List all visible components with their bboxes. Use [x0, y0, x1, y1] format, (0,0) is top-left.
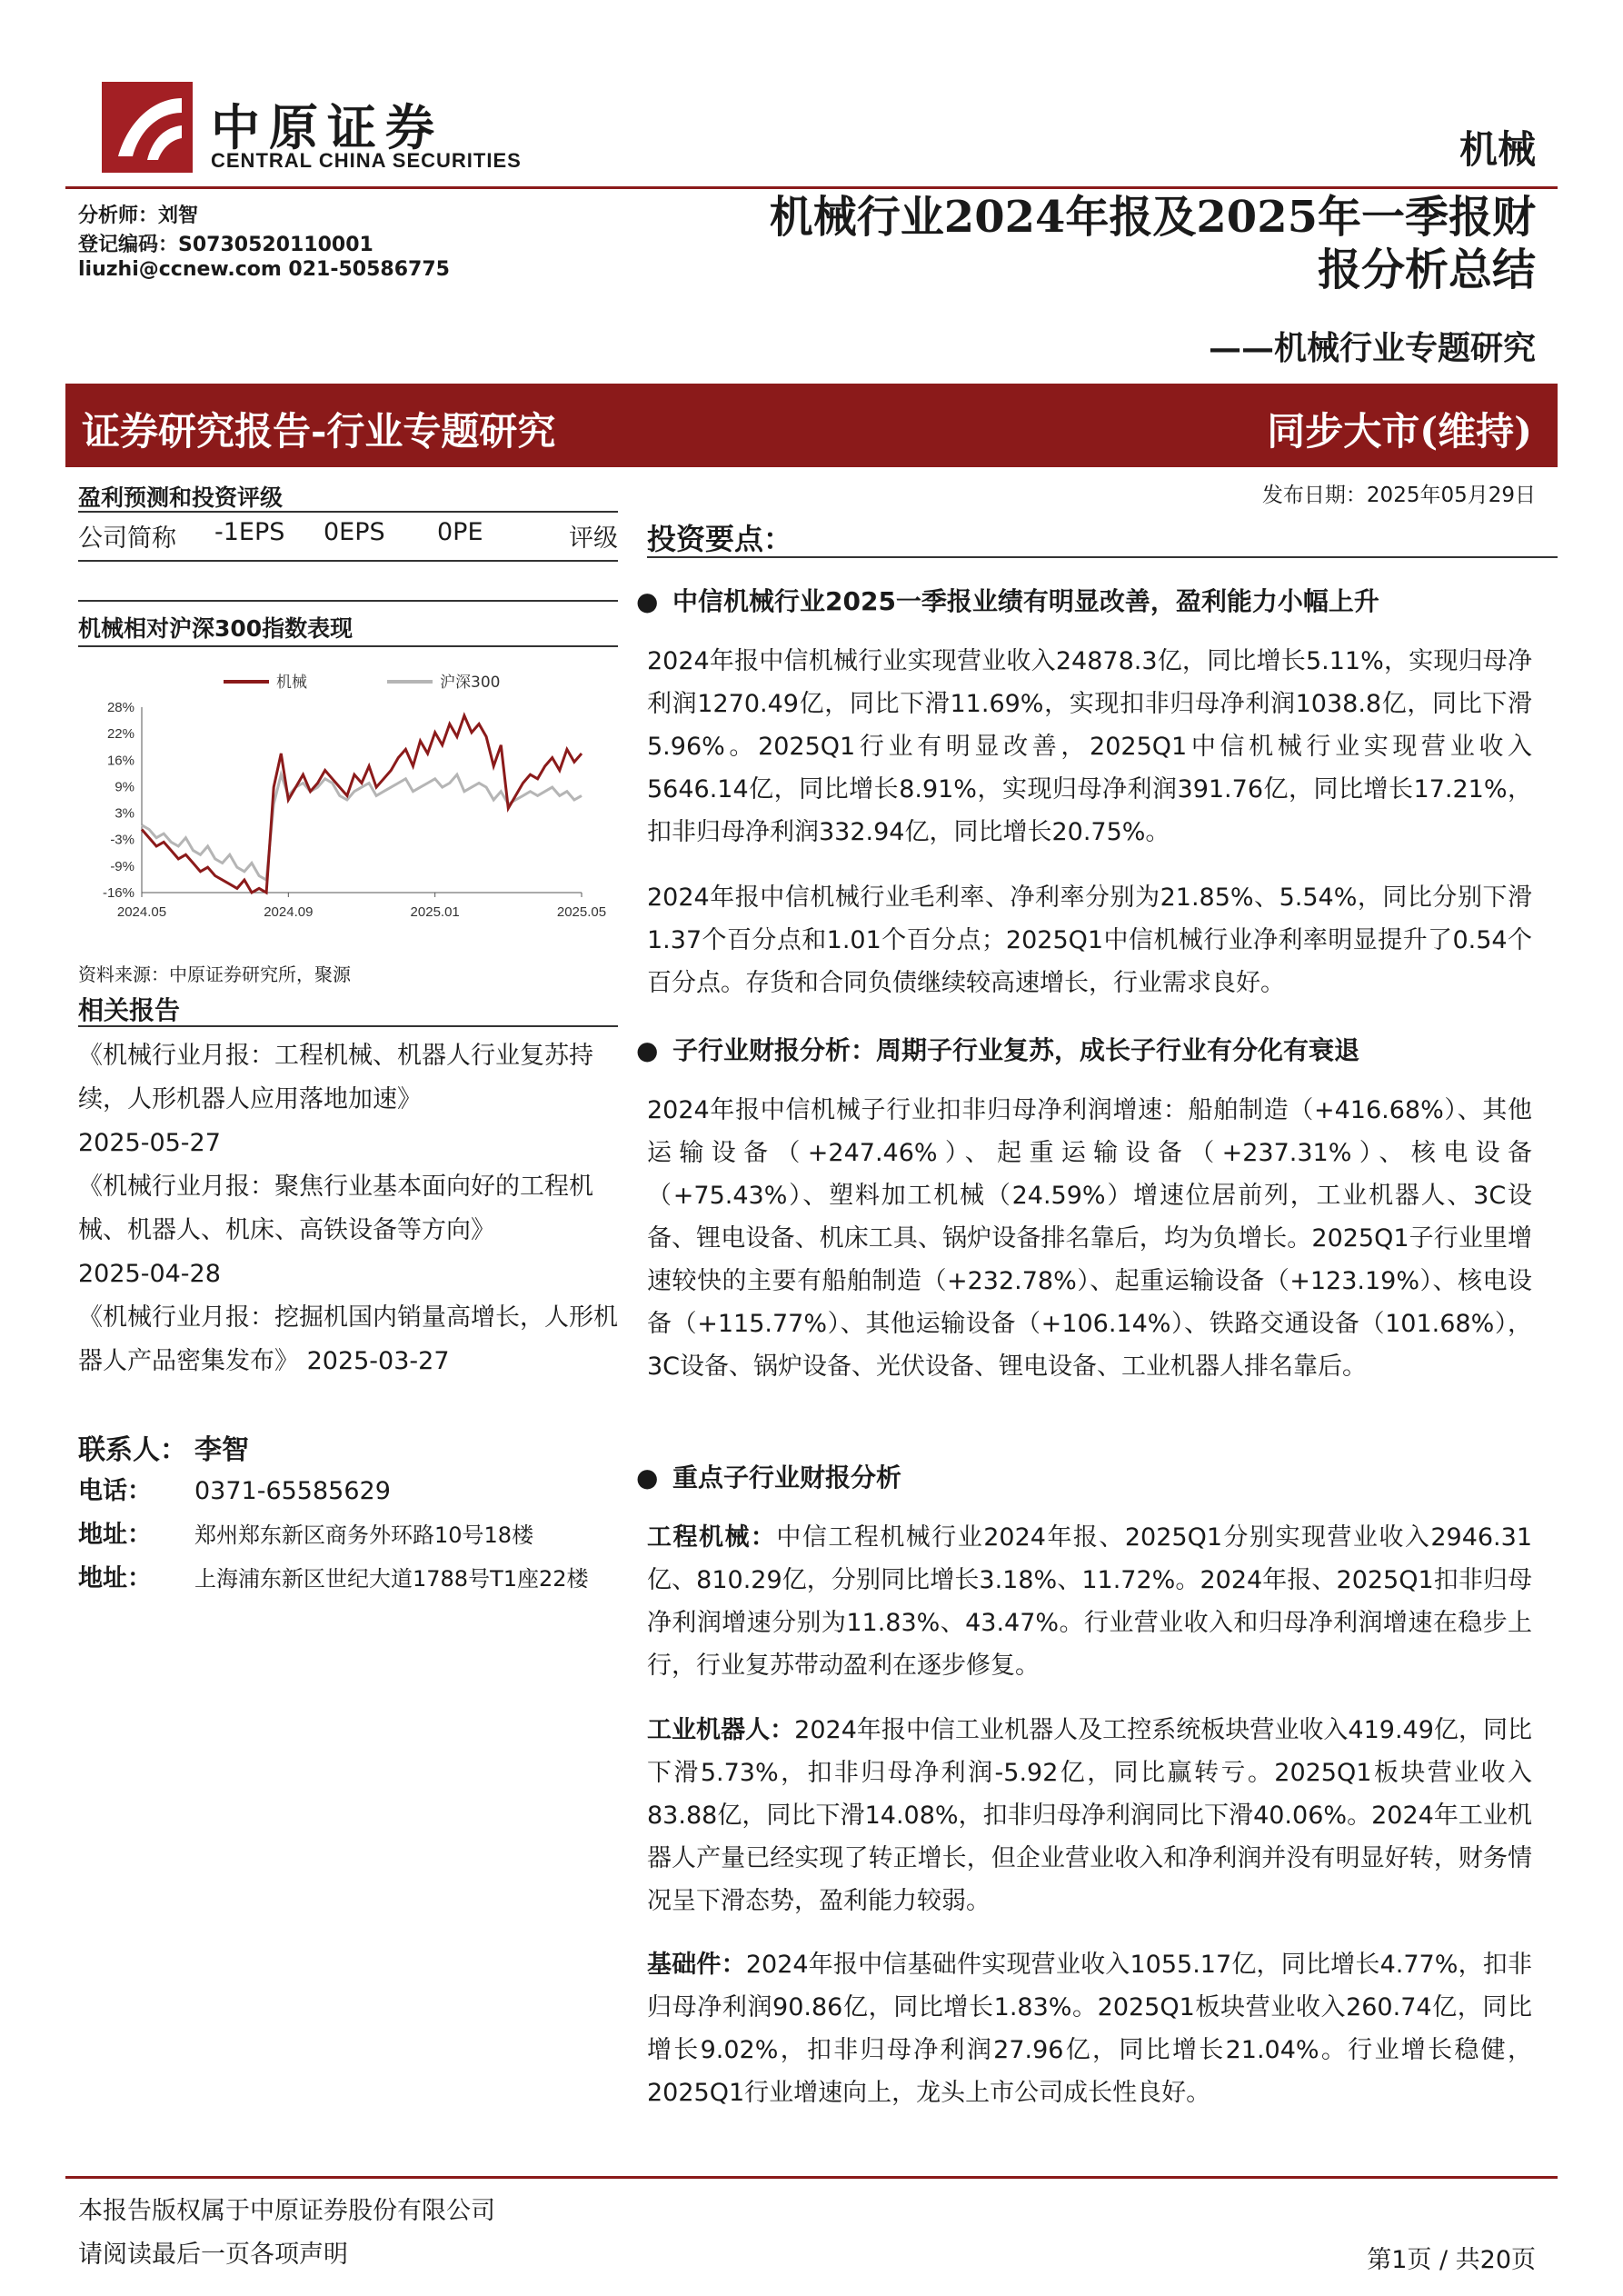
paragraph-body: 2024年报中信工业机器人及工控系统板块营业收入419.49亿，同比下滑5.73%，扣非归母净利润-5.92亿，同比赢转亏。2025Q1板块营业收入83.88亿，同比下滑14.08%，扣非归母净利润同比下滑40.06%。2024年工业机器人产量已经实现了转正增长，但企业营业收入和净利润并没有明显好转，财务情况呈下滑态势，盈利能力较弱。 [647, 1716, 1533, 1915]
series-line-machinery [142, 715, 582, 893]
x-tick-label: 2024.09 [264, 904, 314, 920]
paragraph-body: 2024年报中信基础件实现营业收入1055.17亿，同比增长4.77%，扣非归母净利润90.86亿，同比增长1.83%。2025Q1板块营业收入260.74亿，同比增长9.02%，扣非归母净利润27.96亿，同比增长21.04%。行业增长稳健，2025Q1行业增速向上，龙头上市公司成长性良好。 [647, 1951, 1533, 2107]
chart-title-divider [78, 645, 618, 647]
related-report-title: 《机械行业月报：挖掘机国内销量高增长，人形机器人产品密集发布》 [78, 1303, 618, 1375]
y-tick-label: -9% [110, 858, 134, 874]
address-2: 上海浦东新区世纪大道1788号T1座22楼 [194, 1566, 589, 1592]
related-report-title: 《机械行业月报：工程机械、机器人行业复苏持续，人形机器人应用落地加速》 [78, 1042, 593, 1113]
phone-row [78, 1471, 391, 1506]
section-heading-1 [636, 582, 1379, 618]
section-title: 子行业财报分析：周期子行业复苏，成长子行业有分化有衰退 [672, 1035, 1360, 1065]
paragraph-2: 2024年报中信机械行业毛利率、净利率分别为21.85%、5.54%，同比分别下滑1.37个百分点和1.01个百分点；2025Q1中信机械行业净利率明显提升了0.54个百分点。存货和合同负债继续较高速增长，行业需求良好。 [647, 883, 1532, 997]
bullet-icon: ● [636, 1462, 659, 1492]
paragraph-body: 中信工程机械行业2024年报、2025Q1分别实现营业收入2946.31亿、810.29亿，分别同比增长3.18%、11.72%。2024年报、2025Q1扣非归母净利润增速分别为11.83%、43.47%。行业营业收入和归母净利润增速在稳步上行，行业复苏带动盈利在逐步修复。 [647, 1523, 1532, 1680]
paragraph-label: 工业机器人： [647, 1716, 795, 1744]
related-report-date: 2025-03-27 [306, 1347, 450, 1375]
analyst-contact: liuzhi@ccnew.com 021-50586775 [78, 258, 450, 281]
logo-text-cn: 中原证券 [211, 98, 443, 156]
forecast-table-bottom [78, 600, 618, 602]
report-type-banner [65, 384, 1558, 467]
related-report-date: 2025-05-27 [78, 1129, 221, 1157]
rating: 同步大市(维持) [1267, 409, 1532, 454]
address-label: 地址： [78, 1521, 152, 1549]
report-title-line2: 报分析总结 [1317, 245, 1536, 295]
report-title [627, 191, 1536, 296]
y-tick-label: -16% [102, 885, 134, 901]
related-reports-title: 相关报告 [78, 995, 181, 1025]
contact-person-row [78, 1427, 249, 1467]
forecast-divider [78, 511, 618, 513]
copyright-notice: 本报告版权属于中原证券股份有限公司 [78, 2197, 495, 2225]
paragraph-label: 基础件： [647, 1951, 746, 1979]
bullet-icon: ● [636, 1035, 659, 1065]
forecast-title: 盈利预测和投资评级 [78, 484, 284, 511]
company-logo-icon [102, 82, 193, 173]
table-header-cell: 0PE [437, 518, 483, 546]
address-row-1 [78, 1514, 533, 1550]
related-report-title: 《机械行业月报：聚焦行业基本面向好的工程机械、机器人、机床、高铁设备等方向》 [78, 1173, 593, 1244]
publish-date: 发布日期：2025年05月29日 [1261, 484, 1536, 507]
related-report-item[interactable] [78, 1165, 618, 1296]
related-report-item[interactable] [78, 1296, 618, 1383]
chart-source: 资料来源：中原证券研究所，聚源 [78, 963, 351, 985]
page-number: 第1页 / 共20页 [1367, 2246, 1536, 2274]
forecast-table-divider [78, 560, 618, 562]
paragraph-basic-components [647, 1943, 1532, 2114]
y-tick-label: 28% [106, 700, 134, 715]
section-title: 中信机械行业2025一季报业绩有明显改善，盈利能力小幅上升 [672, 586, 1379, 616]
phone-number: 0371-65585629 [194, 1477, 391, 1505]
report-title-line1: 机械行业2024年报及2025年一季报财 [769, 192, 1536, 243]
paragraph-1: 2024年报中信机械行业实现营业收入24878.3亿，同比增长5.11%，实现归母净利润1270.49亿，同比下滑11.69%，实现扣非归母净利润1038.8亿，同比下滑5.96%。2025Q1行业有明显改善，2025Q1中信机械行业实现营业收入5646.14亿，同比增长8.91%，实现归母净利润391.76亿，同比增长17.21%，扣非归母净利润332.94亿，同比增长20.75%。 [647, 647, 1532, 846]
forecast-table-header [78, 518, 618, 554]
main-heading-divider [647, 556, 1558, 558]
x-tick-label: 2025.01 [410, 904, 460, 920]
bullet-icon: ● [636, 586, 659, 616]
paragraph-construction-machinery [647, 1516, 1532, 1687]
address-1: 郑州郑东新区商务外环路10号18楼 [194, 1522, 534, 1548]
contact-person-label: 联系人： [78, 1434, 187, 1466]
table-header-cell: 评级 [569, 524, 618, 553]
section-title: 重点子行业财报分析 [672, 1462, 902, 1492]
contact-person: 李智 [194, 1434, 249, 1466]
y-tick-label: 9% [115, 779, 134, 795]
y-tick-label: -3% [110, 832, 134, 848]
table-header-cell: 公司简称 [78, 524, 176, 553]
address-row-2 [78, 1558, 589, 1593]
phone-label: 电话： [78, 1477, 152, 1505]
y-tick-label: 22% [106, 726, 134, 743]
section-heading-2 [636, 1031, 1359, 1067]
x-tick-label: 2025.05 [556, 904, 607, 920]
related-report-item[interactable] [78, 1034, 618, 1165]
paragraph-label: 工程机械： [647, 1523, 777, 1552]
paragraph-industrial-robots [647, 1709, 1532, 1922]
performance-chart [78, 664, 618, 936]
related-divider [78, 1025, 618, 1027]
header-divider [65, 186, 1558, 189]
paragraph-3: 2024年报中信机械子行业扣非归母净利润增速：船舶制造（+416.68%）、其他运输设备（+247.46%）、起重运输设备（+237.31%）、核电设备（+75.43%）、塑料加工机械（24.59%）增速位居前列，工业机器人、3C设备、锂电设备、机床工具、锅炉设备排名靠后，均为负增长。2025Q1子行业里增速较快的主要有船舶制造（+232.78%）、起重运输设备（+123.19%）、核电设备（+115.77%）、其他运输设备（+106.14%）、铁路交通设备（101.68%），3C设备、锅炉设备、光伏设备、锂电设备、工业机器人排名靠后。 [647, 1096, 1532, 1381]
disclaimer-link[interactable]: 请阅读最后一页各项声明 [78, 2241, 348, 2269]
analyst-reg-no: 登记编码：S0730520110001 [78, 234, 373, 256]
report-subtitle: ——机械行业专题研究 [1208, 329, 1536, 367]
table-header-cell: 0EPS [324, 518, 385, 546]
analyst-name: 分析师：刘智 [78, 205, 199, 227]
related-report-date: 2025-04-28 [78, 1260, 221, 1288]
logo-text-en: CENTRAL CHINA SECURITIES [211, 149, 522, 172]
related-report-list [78, 1034, 618, 1383]
address-label: 地址： [78, 1564, 152, 1592]
investment-highlights-heading: 投资要点： [647, 522, 793, 556]
report-type: 证券研究报告-行业专题研究 [82, 409, 556, 454]
y-tick-label: 3% [115, 805, 134, 822]
footer-divider [65, 2176, 1558, 2179]
chart-title: 机械相对沪深300指数表现 [78, 615, 353, 642]
section-heading-3 [636, 1458, 901, 1494]
table-header-cell: -1EPS [214, 518, 285, 546]
sector-label: 机械 [1459, 127, 1536, 172]
y-tick-label: 16% [106, 753, 134, 769]
x-tick-label: 2024.05 [116, 904, 167, 920]
legend-label: 沪深300 [440, 674, 501, 692]
series-line-csi300 [142, 774, 582, 880]
legend-label: 机械 [276, 674, 307, 692]
